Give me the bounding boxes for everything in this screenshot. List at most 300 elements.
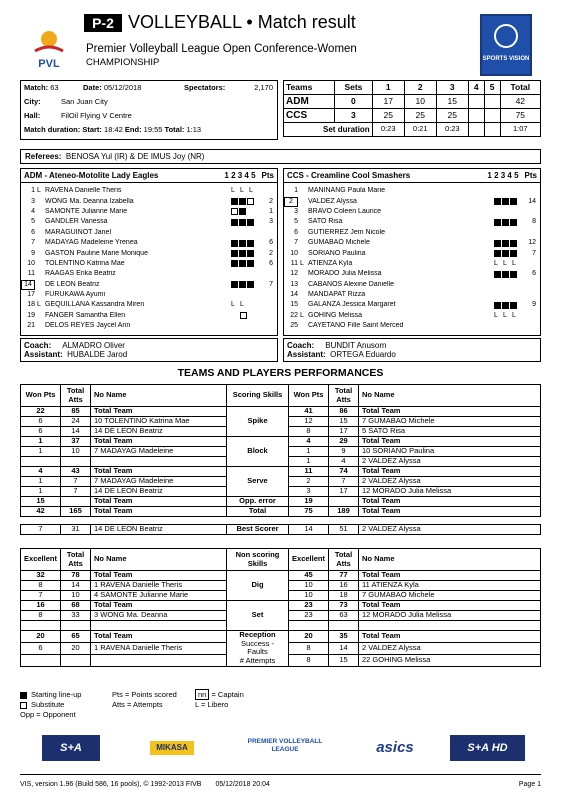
perf-player: 14 DE LEON Beatriz [91,487,227,497]
set-score: 25 [404,109,436,123]
perf-value: 23 [289,601,329,611]
perf-header-cell: Scoring Skills [227,385,289,407]
set-participation [231,312,259,319]
libero-flag: L [300,259,304,267]
player-name: VALDEZ Alyssa [308,197,357,205]
player-name: GOHING Melissa [308,311,363,319]
player-name: TOLENTINO Katrina Mae [45,259,125,267]
set-score [468,95,484,109]
player-points: 2 [269,249,273,257]
player-number: 11 [290,259,298,267]
perf-player: 1 RAVENA Danielle Theris [91,642,227,654]
perf-player: 14 DE LEON Beatriz [91,525,227,535]
perf-player: Total Team [91,631,227,643]
perf-player: Total Team [91,571,227,581]
team-b-roster: CCS - Creamline Cool Smashers 1 2 3 4 5 Pts 1 MANINANG Paula Marie 2 VALDEZ Alyssa 14 3 BRAVO Coleen Laurice 5 SATO Risa 8 6 GUTIERREZ Jem Nicole 7 GUMABAO Michele 12 10 SORIANO Paulina 7 11 L ATIENZA Kyla L L L 12 MORADO Julia Melissa 6 13 CABANOS Alexine Danielle 14 MANDAPAT Rizza 15 GALANZA Jessica Margaret 9 22 L GOHING Melissa L L L 25 CAYETANO Fille Saint Merced [283,168,541,336]
perf-player: 2 VALDEZ Alyssa [359,457,541,467]
substitute-icon [20,702,27,709]
league-name: Premier Volleyball League Open Conference-Women [86,43,357,55]
perf-value: 51 [329,525,359,535]
set-score: 10 [404,95,436,109]
perf-value: 7 [329,477,359,487]
perf-row [21,601,541,611]
perf-value: 8 [289,642,329,654]
perf-player: Total Team [359,571,541,581]
player-name: RAVENA Danielle Theris [45,187,122,195]
perf-player: 10 TOLENTINO Katrina Mae [91,417,227,427]
starting-lineup-icon [231,198,238,205]
set-duration [468,123,484,137]
match-info-panel: Match: 63 Date: 05/12/2018 Spectators: 2,170 City: San Juan City Hall: FilOil Flying V Centre Match duration: Start: 18:42 End: 19:55 Total: 1:13 [20,80,278,140]
starting-lineup-icon [247,281,254,288]
footer: VIS, version 1.96 (Build 586, 16 pools), © 1992-2013 FIVB 05/12/2018 20:04 Page 1 [20,774,541,789]
perf-value: 4 [289,437,329,447]
perf-player: Total Team [359,507,541,517]
perf-header-cell: No Name [91,549,227,571]
set-participation [231,187,259,195]
player-name: CAYETANO Fille Saint Merced [308,322,404,330]
perf-value: 43 [61,467,91,477]
player-points: 14 [528,197,536,205]
perf-player: 2 VALDEZ Alyssa [359,525,541,535]
non-scoring-skills-table [20,548,541,667]
perf-value: 86 [329,407,359,417]
player-name: GUMABAO Michele [308,239,370,247]
perf-value: 29 [329,437,359,447]
starting-lineup-icon [494,219,501,226]
perf-value: 1 [21,477,61,487]
player-row [284,311,540,321]
set-score [468,109,484,123]
libero-mark: L [240,301,244,309]
set-participation [494,302,522,309]
perf-value: 14 [61,581,91,591]
perf-value: 41 [289,407,329,417]
perf-value: 15 [21,497,61,507]
skill-label: Reception [239,630,276,639]
perf-value: 1 [21,447,61,457]
starting-lineup-icon [231,260,238,267]
perf-row [21,507,541,517]
perf-player: Total Team [91,601,227,611]
sponsor-logo-mikasa: MIKASA [150,741,194,755]
score-header-cell: 4 [468,81,484,95]
substitute-icon [240,312,247,319]
score-header-cell: 5 [484,81,500,95]
perf-row [21,631,541,643]
perf-player: Total Team [359,631,541,643]
player-number: 3 [294,207,298,215]
player-number: 6 [31,228,35,236]
perf-player [91,457,227,467]
player-number: 18 [27,301,35,309]
player-row [21,280,277,290]
perf-value [21,621,61,631]
perf-value: 65 [61,631,91,643]
set-participation [494,271,522,278]
starting-lineup-icon [239,250,246,257]
libero-mark: L [503,259,507,267]
perf-value: 37 [61,437,91,447]
player-row [284,248,540,258]
skill-sublabel: # Attempts [239,655,276,665]
starting-lineup-icon [494,250,501,257]
player-number: 1 [294,187,298,195]
starting-lineup-icon [510,198,517,205]
perf-player: Total Team [91,507,227,517]
perf-value: 9 [329,447,359,457]
skill-label: Spike [247,416,268,426]
player-row [21,238,277,248]
perf-value: 10 [61,447,91,457]
set-participation [494,250,522,257]
skill-name: Opp. error [227,497,289,507]
perf-player: 7 GUMABAO Michele [359,417,541,427]
perf-player: Total Team [359,601,541,611]
team-code: ADM [284,95,335,109]
skill-name [227,631,289,667]
perf-value: 75 [289,507,329,517]
perf-value: 6 [21,427,61,437]
perf-player: 7 GUMABAO Michele [359,591,541,601]
perf-value [21,457,61,467]
sponsor-logo-pvl: PREMIER VOLLEYBALL LEAGUE [247,738,323,753]
perf-player: Total Team [91,437,227,447]
referees: Referees: BENOSA Yul (IR) & DE IMUS Joy (NR) [20,149,541,164]
perf-value: 14 [329,642,359,654]
skill-sublabel: Success - Faults [241,638,274,657]
perf-value: 17 [329,427,359,437]
perf-value: 7 [21,591,61,601]
starting-lineup-icon [231,250,238,257]
set-participation [231,301,259,309]
perf-row [21,497,541,507]
player-number: 5 [31,218,35,226]
player-number: 17 [27,291,35,299]
perf-value: 8 [289,654,329,666]
libero-mark: L [512,311,516,319]
starting-lineup-icon [494,198,501,205]
libero-flag: L [37,301,41,309]
perf-value: 1 [289,457,329,467]
set-score [484,109,500,123]
skill-label: Block [247,446,268,456]
starting-lineup-icon [247,250,254,257]
player-number: 22 [290,311,298,319]
perf-value [61,457,91,467]
sports-vision-logo: SPORTS VISION [480,14,532,76]
score-row [284,95,541,109]
player-points: 7 [532,249,536,257]
perf-player: 12 MORADO Julia Melissa [359,487,541,497]
performances-title: TEAMS AND PLAYERS PERFORMANCES [177,367,384,379]
player-number: 6 [294,228,298,236]
perf-value: 15 [329,654,359,666]
starting-lineup-icon [510,240,517,247]
perf-value: 12 [289,417,329,427]
libero-mark: L [231,301,235,309]
perf-value: 35 [329,631,359,643]
starting-lineup-icon [239,208,246,215]
set-participation [494,198,522,205]
player-row [284,300,540,310]
perf-value: 4 [329,457,359,467]
perf-value [61,497,91,507]
player-name: SAMONTE Julianne Marie [45,207,128,215]
perf-value: 7 [61,477,91,487]
perf-value: 17 [329,487,359,497]
perf-value: 45 [289,571,329,581]
starting-lineup-icon [510,250,517,257]
set-duration: 0:21 [404,123,436,137]
perf-player: 4 SAMONTE Julianne Marie [91,591,227,601]
perf-value: 42 [21,507,61,517]
substitute-icon [231,208,238,215]
perf-header-cell: Total Atts [329,385,359,407]
perf-value: 20 [289,631,329,643]
libero-mark [249,301,257,309]
player-row [284,217,540,227]
set-participation [231,260,259,267]
player-row [21,217,277,227]
page-title: VOLLEYBALL • Match result [128,12,356,32]
perf-player: 3 WONG Ma. Deanna [91,611,227,621]
skill-label: Dig [251,580,264,590]
starting-lineup-icon [231,219,238,226]
player-name: SATO Risa [308,218,343,226]
perf-header-cell: No Name [359,385,541,407]
player-number: 7 [31,239,35,247]
starting-lineup-icon [502,198,509,205]
libero-mark [247,208,255,215]
perf-value: 7 [21,525,61,535]
perf-value: 24 [61,417,91,427]
scoring-skills-table [20,384,541,535]
total-duration: 1:07 [500,123,540,137]
perf-value: 18 [329,591,359,601]
player-row [284,280,540,290]
libero-mark: L [494,259,498,267]
player-name: GASTON Pauline Marie Monique [45,249,148,257]
starting-lineup-icon [247,219,254,226]
player-row [284,290,540,300]
player-name: GUTIERREZ Jem Nicole [308,228,386,236]
starting-lineup-icon [510,219,517,226]
perf-player: 1 RAVENA Danielle Theris [91,581,227,591]
player-number: 5 [294,218,298,226]
player-name: FANGER Samantha Ellen [45,311,126,319]
player-number: 11 [27,270,35,278]
player-points: 3 [269,218,273,226]
perf-player: 5 SATO Risa [359,427,541,437]
player-points: 6 [269,239,273,247]
player-points: 7 [269,280,273,288]
score-header-cell: 2 [404,81,436,95]
perf-value [21,654,61,666]
player-row [284,207,540,217]
perf-value: 16 [21,601,61,611]
perf-value: 33 [61,611,91,621]
skill-name [227,467,289,497]
perf-header-cell: No Name [91,385,227,407]
player-name: RAAGAS Erika Beatriz [45,270,116,278]
player-number: 19 [27,311,35,319]
score-table [283,80,541,137]
score-row [284,109,541,123]
player-points: 2 [269,197,273,205]
player-name: MANINANG Paula Marie [308,187,386,195]
player-name: MARAGUINOT Janel [45,228,111,236]
perf-value: 11 [289,467,329,477]
player-row [284,259,540,269]
starting-lineup-icon [502,302,509,309]
player-number: 10 [27,259,35,267]
skill-label: Set [251,610,264,620]
perf-value: 14 [289,525,329,535]
score-header-cell: Teams [284,81,335,95]
player-name: DELOS REYES Jaycel Ann [45,322,131,330]
perf-player: Total Team [359,437,541,447]
perf-header-cell: Won Pts [289,385,329,407]
starting-lineup-icon [239,260,246,267]
perf-value: 63 [329,611,359,621]
set-score: 25 [436,109,468,123]
team-code: CCS [284,109,335,123]
player-number: 4 [31,207,35,215]
player-name: ATIENZA Kyla [308,259,353,267]
player-name: GANDLER Vanessa [45,218,108,226]
starting-lineup-icon [231,281,238,288]
perf-value: 1 [21,437,61,447]
starting-lineup-icon [231,240,238,247]
perf-value: 85 [61,407,91,417]
player-number: 14 [21,280,35,290]
player-row [284,186,540,196]
starting-lineup-icon [20,692,27,699]
skill-name [227,407,289,437]
perf-player [91,621,227,631]
player-name: MADAYAG Madeleine Yrenea [45,239,138,247]
perf-value: 8 [21,611,61,621]
score-header-cell: Sets [335,81,373,95]
perf-value: 15 [329,417,359,427]
captain-box-icon: nn [195,689,209,700]
libero-mark [231,312,239,319]
starting-lineup-icon [247,260,254,267]
set-participation [231,208,259,215]
perf-value [61,621,91,631]
set-score: 15 [436,95,468,109]
set-participation [231,250,259,257]
player-row [21,290,277,300]
starting-lineup-icon [494,302,501,309]
starting-lineup-icon [502,240,509,247]
player-number: 2 [284,197,298,207]
starting-lineup-icon [239,219,246,226]
player-row [21,196,277,206]
perf-value: 16 [329,581,359,591]
set-duration: 0:23 [436,123,468,137]
set-duration [484,123,500,137]
perf-value: 78 [61,571,91,581]
perf-player: 11 ATIENZA Kyla [359,581,541,591]
player-name: WONG Ma. Deanna Izabella [45,197,134,205]
pvl-logo [25,25,73,73]
team-b-staff: Coach: BUNDIT Anusorn Assistant: ORTEGA Eduardo [283,338,541,362]
perf-value: 32 [21,571,61,581]
libero-flag: L [300,311,304,319]
perf-player: Total Team [91,497,227,507]
set-score: 17 [372,95,404,109]
perf-player: 22 GOHING Melissa [359,654,541,666]
player-points: 9 [532,301,536,309]
perf-player: Total Team [359,467,541,477]
perf-value: 14 [61,427,91,437]
player-name: MANDAPAT Rizza [308,291,366,299]
player-points: 6 [532,270,536,278]
perf-value: 165 [61,507,91,517]
perf-player: 2 VALDEZ Alyssa [359,477,541,487]
player-row [21,248,277,258]
perf-row [21,571,541,581]
perf-value: 7 [61,487,91,497]
page-badge: P-2 [84,14,122,32]
perf-header-cell: Non scoring Skills [227,549,289,571]
perf-value: 6 [21,642,61,654]
player-number: 21 [27,322,35,330]
starting-lineup-icon [510,302,517,309]
starting-lineup-icon [247,240,254,247]
player-points: 1 [269,207,273,215]
set-score [484,95,500,109]
player-name: GEQUILLANA Kassandra Miren [45,301,145,309]
skill-name [227,601,289,631]
perf-player: 2 VALDEZ Alyssa [359,642,541,654]
player-name: BRAVO Coleen Laurice [308,207,382,215]
set-duration: 0:23 [372,123,404,137]
team-a-roster: ADM - Ateneo-Motolite Lady Eagles 1 2 3 4 5 Pts 1 L RAVENA Danielle Theris L L L 3 WONG Ma. Deanna Izabella 2 4 SAMONTE Julianne Marie 1 5 GANDLER Vanessa 3 6 MARAGUINOT Janel 7 MADAYAG Madeleine Yrenea 6 9 GASTON Pauline Marie Monique 2 10 TOLENTINO Katrina Mae 6 11 RAAGAS Erika Beatriz 14 DE LEON Beatriz 7 17 FURUKAWA Ayumi 18 L GEQUILLANA Kassandra Miren L L 19 FANGER Samantha Ellen 21 DELOS REYES Jaycel Ann [20,168,278,336]
libero-mark: L [240,187,244,195]
set-participation [231,281,259,288]
starting-lineup-icon [239,281,246,288]
skill-label: Serve [247,476,268,486]
set-participation [494,312,522,320]
libero-mark: L [249,187,253,195]
total-points: 42 [500,95,540,109]
score-header-cell: 3 [436,81,468,95]
player-points: 12 [528,239,536,247]
player-row [21,186,277,196]
player-number: 14 [290,291,298,299]
set-duration-label: Set duration [284,123,373,137]
perf-value: 19 [289,497,329,507]
player-points: 8 [532,218,536,226]
libero-mark: L [231,187,235,195]
player-number: 9 [31,249,35,257]
perf-value: 10 [289,591,329,601]
perf-row [21,467,541,477]
player-row [284,321,540,331]
libero-mark: L [494,311,498,319]
player-row [21,207,277,217]
set-participation [231,240,259,247]
player-number: 3 [31,197,35,205]
perf-value [329,621,359,631]
player-number: 15 [290,301,298,309]
player-number: 7 [294,239,298,247]
libero-mark [248,312,256,319]
set-score: 25 [372,109,404,123]
